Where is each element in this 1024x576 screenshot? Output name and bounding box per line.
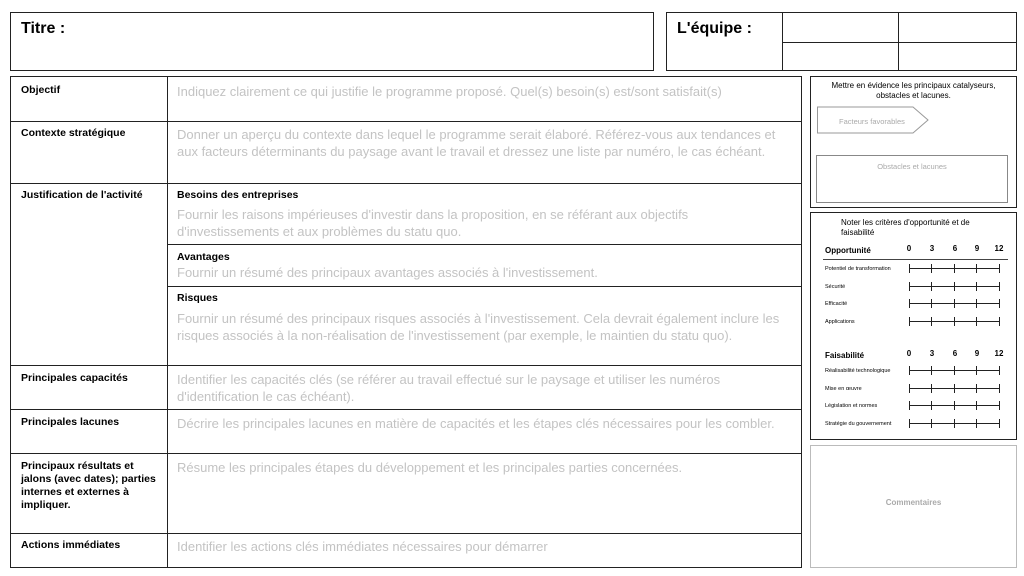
rating-scale-tick[interactable] xyxy=(954,299,955,308)
rating-scale-tick[interactable] xyxy=(909,419,910,428)
rating-scale-tick[interactable] xyxy=(931,401,932,410)
criterion-label: Stratégie du gouvernement xyxy=(825,421,892,427)
rating-scale-tick[interactable] xyxy=(999,282,1000,291)
rating-scale-tick[interactable] xyxy=(931,384,932,393)
rating-scale-tick[interactable] xyxy=(931,419,932,428)
rating-scale-tick[interactable] xyxy=(999,384,1000,393)
rating-scale-tick[interactable] xyxy=(999,264,1000,273)
rating-scale-tick[interactable] xyxy=(931,317,932,326)
row-label-milestones: Principaux résultats et jalons (avec dates); parties internes et externes à impliquer. xyxy=(21,460,156,511)
row-label-justification: Justification de l'activité xyxy=(21,189,143,201)
section-divider xyxy=(823,259,1008,260)
row-divider xyxy=(11,409,801,410)
factors-panel xyxy=(810,76,1017,208)
rating-scale-tick[interactable] xyxy=(909,384,910,393)
scale-label: 9 xyxy=(974,244,980,253)
rating-scale-tick[interactable] xyxy=(976,384,977,393)
criterion-label: Applications xyxy=(825,319,855,325)
sub-row-divider xyxy=(167,286,801,287)
opportunity-title: Opportunité xyxy=(825,246,871,255)
sub-label-risks: Risques xyxy=(177,292,218,304)
rating-scale-tick[interactable] xyxy=(954,282,955,291)
rating-scale-tick[interactable] xyxy=(931,282,932,291)
feasibility-title: Faisabilité xyxy=(825,351,865,360)
obstacles-label: Obstacles et lacunes xyxy=(877,162,947,171)
rating-scale-tick[interactable] xyxy=(909,299,910,308)
sub-field-risks[interactable]: Fournir un résumé des principaux risques associés à l'investissement. Cela devrait également inclure les risques associés à la non-réalisation de l'investissement (par exemple, le maintien du statu quo). xyxy=(177,311,780,343)
favorable-factors-field[interactable]: Facteurs favorables xyxy=(839,117,905,126)
row-label-gaps: Principales lacunes xyxy=(21,416,120,428)
criteria-title: Noter les critères d'opportunité et de faisabilité xyxy=(841,218,970,237)
team-label: L'équipe : xyxy=(677,20,752,37)
scale-label: 9 xyxy=(974,349,980,358)
comments-label: Commentaires xyxy=(885,498,942,507)
criterion-label: Mise en œuvre xyxy=(825,386,862,392)
rating-scale-tick[interactable] xyxy=(954,384,955,393)
rating-scale-tick[interactable] xyxy=(976,401,977,410)
criterion-label: Réalisabilité technologique xyxy=(825,368,891,374)
row-field-actions[interactable]: Identifier les actions clés immédiates nécessaires pour démarrer xyxy=(177,539,548,554)
scale-label: 3 xyxy=(929,349,935,358)
rating-scale-tick[interactable] xyxy=(909,401,910,410)
row-divider xyxy=(11,453,801,454)
row-label-context: Contexte stratégique xyxy=(21,127,126,139)
rating-scale-tick[interactable] xyxy=(999,366,1000,375)
comments-field[interactable] xyxy=(810,445,1017,568)
rating-scale-tick[interactable] xyxy=(976,317,977,326)
team-divider xyxy=(782,42,1016,43)
scale-label: 6 xyxy=(952,349,958,358)
obstacles-field[interactable] xyxy=(816,155,1008,203)
sub-field-business-needs[interactable]: Fournir les raisons impérieuses d'investir dans la proposition, en se référant aux objectifs d'investissements et aux problèmes du statu quo. xyxy=(177,207,689,239)
sub-label-business-needs: Besoins des entreprises xyxy=(177,189,299,201)
rating-scale-tick[interactable] xyxy=(976,366,977,375)
criteria-panel xyxy=(810,212,1017,440)
row-field-objective[interactable]: Indiquez clairement ce qui justifie le programme proposé. Quel(s) besoin(s) est/sont satisfait(s) xyxy=(177,84,722,99)
scale-label: 12 xyxy=(994,244,1004,253)
scale-label: 12 xyxy=(994,349,1004,358)
row-label-capabilities: Principales capacités xyxy=(21,372,128,384)
row-label-objective: Objectif xyxy=(21,84,61,96)
rating-scale-tick[interactable] xyxy=(976,419,977,428)
rating-scale-tick[interactable] xyxy=(909,366,910,375)
rating-scale-tick[interactable] xyxy=(931,264,932,273)
team-field xyxy=(666,12,1017,71)
title-label: Titre : xyxy=(21,20,66,37)
rating-scale-tick[interactable] xyxy=(909,264,910,273)
rating-scale-tick[interactable] xyxy=(999,419,1000,428)
row-divider xyxy=(11,533,801,534)
sub-field-benefits[interactable]: Fournir un résumé des principaux avantages associés à l'investissement. xyxy=(177,265,598,280)
factors-title: Mettre en évidence les principaux catalyseurs, obstacles et lacunes. xyxy=(831,81,996,100)
rating-scale-tick[interactable] xyxy=(999,401,1000,410)
rating-scale-tick[interactable] xyxy=(999,317,1000,326)
row-divider xyxy=(11,121,801,122)
row-field-gaps[interactable]: Décrire les principales lacunes en matière de capacités et les étapes clés nécessaires pour les combler. xyxy=(177,416,775,431)
sub-label-benefits: Avantages xyxy=(177,251,230,263)
scale-label: 3 xyxy=(929,244,935,253)
rating-scale-tick[interactable] xyxy=(909,317,910,326)
rating-scale-tick[interactable] xyxy=(976,299,977,308)
rating-scale-tick[interactable] xyxy=(954,317,955,326)
scale-label: 0 xyxy=(906,244,912,253)
row-divider xyxy=(11,365,801,366)
criterion-label: Législation et normes xyxy=(825,403,878,409)
business-case-table xyxy=(10,76,802,568)
rating-scale-tick[interactable] xyxy=(954,419,955,428)
rating-scale-tick[interactable] xyxy=(931,366,932,375)
row-field-milestones[interactable]: Résume les principales étapes du développement et les principales parties concernées. xyxy=(177,460,683,475)
rating-scale-tick[interactable] xyxy=(909,282,910,291)
sub-row-divider xyxy=(167,244,801,245)
rating-scale-tick[interactable] xyxy=(931,299,932,308)
scale-label: 6 xyxy=(952,244,958,253)
criterion-label: Potentiel de transformation xyxy=(825,266,891,272)
title-field[interactable] xyxy=(10,12,654,71)
rating-scale-tick[interactable] xyxy=(954,366,955,375)
criterion-label: Sécurité xyxy=(825,284,846,290)
rating-scale-tick[interactable] xyxy=(976,264,977,273)
row-field-context[interactable]: Donner un aperçu du contexte dans lequel le programme serait élaboré. Référez-vous aux tendances et aux facteurs déterminants du paysage avant le travail et dressez une liste par numéro, le cas échéant. xyxy=(177,127,776,159)
row-divider xyxy=(11,183,801,184)
criterion-label: Efficacité xyxy=(825,301,848,307)
row-label-actions: Actions immédiates xyxy=(21,539,121,551)
column-divider xyxy=(167,77,168,567)
rating-scale-tick[interactable] xyxy=(954,401,955,410)
row-field-capabilities[interactable]: Identifier les capacités clés (se référer au travail effectué sur le paysage et utiliser les numéros d'identification le cas échéant). xyxy=(177,372,721,404)
rating-scale-tick[interactable] xyxy=(976,282,977,291)
scale-label: 0 xyxy=(906,349,912,358)
rating-scale-tick[interactable] xyxy=(999,299,1000,308)
rating-scale-tick[interactable] xyxy=(954,264,955,273)
